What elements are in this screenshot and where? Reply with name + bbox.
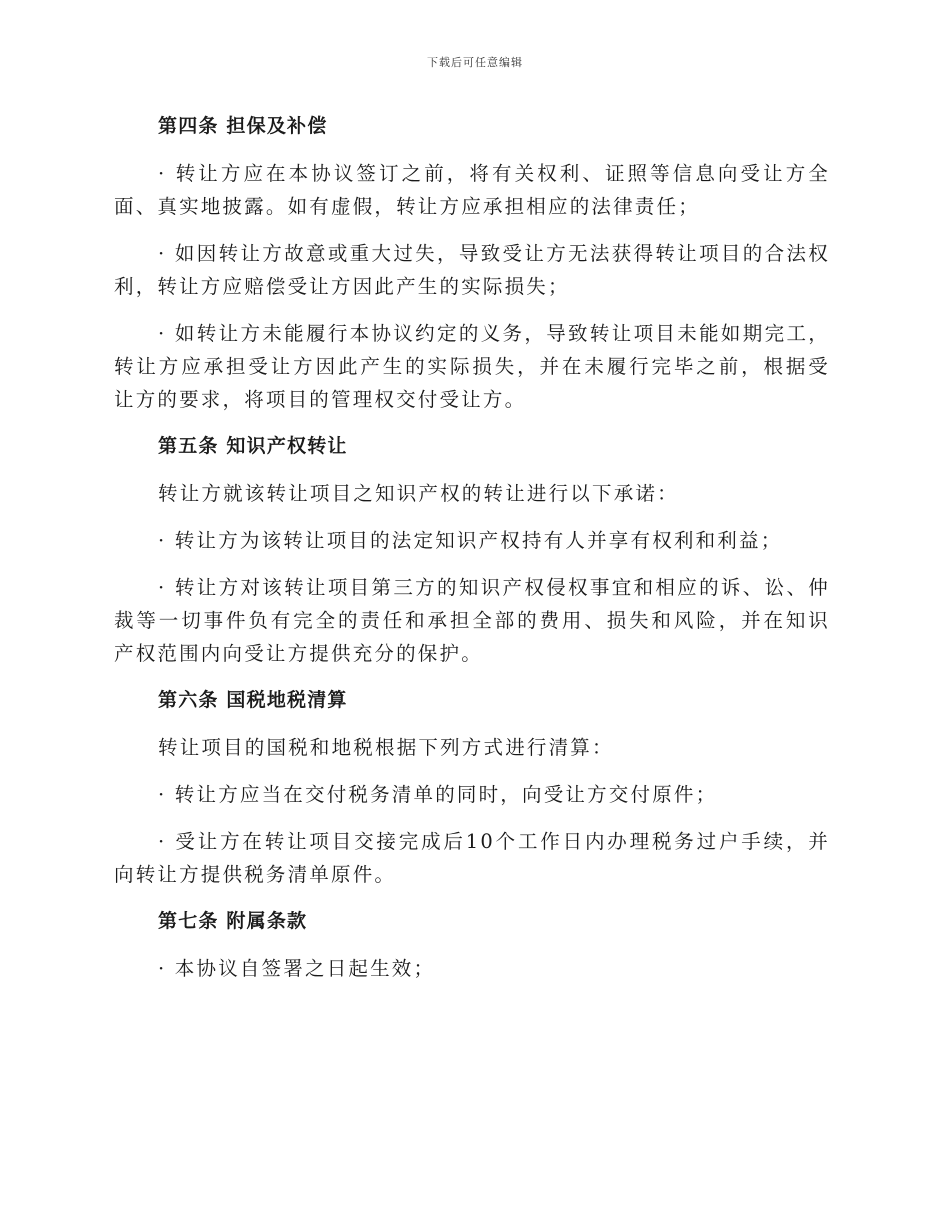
paragraph: · 转让方应在本协议签订之前，将有关权利、证照等信息向受让方全面、真实地披露。如有虚假，转让方应承担相应的法律责任；: [114, 162, 830, 218]
header-note: 下载后可任意编辑: [427, 56, 523, 69]
paragraph: · 转让方对该转让项目第三方的知识产权侵权事宜和相应的诉、讼、仲裁等一切事件负有完全的责任和承担全部的费用、损失和风险，并在知识产权范围内向受让方提供充分的保护。: [114, 576, 830, 665]
section-5: [114, 430, 830, 670]
section-heading: 第五条 知识产权转让: [158, 435, 348, 457]
document-body: [114, 110, 830, 999]
paragraph: · 如转让方未能履行本协议约定的义务，导致转让项目未能如期完工，转让方应承担受让方因此产生的实际损失，并在未履行完毕之前，根据受让方的要求，将项目的管理权交付受让方。: [114, 322, 830, 411]
paragraph: · 本协议自签署之日起生效；: [158, 957, 436, 980]
paragraph: · 转让方应当在交付税务清单的同时，向受让方交付原件；: [158, 783, 718, 806]
paragraph: · 如因转让方故意或重大过失，导致受让方无法获得转让项目的合法权利，转让方应赔偿受让方因此产生的实际损失；: [114, 242, 830, 298]
section-4: [114, 110, 830, 416]
section-heading: 第七条 附属条款: [158, 910, 308, 932]
section-7: [114, 905, 830, 985]
section-6: [114, 684, 830, 891]
paragraph: · 转让方为该转让项目的法定知识产权持有人并享有权利和利益；: [158, 529, 783, 552]
section-heading: 第四条 担保及补偿: [158, 115, 328, 137]
paragraph: 转让项目的国税和地税根据下列方式进行清算：: [158, 736, 614, 759]
paragraph: · 受让方在转让项目交接完成后10个工作日内办理税务过户手续，并向转让方提供税务清单原件。: [114, 830, 830, 886]
paragraph: 转让方就该转让项目之知识产权的转让进行以下承诺：: [158, 482, 679, 505]
section-heading: 第六条 国税地税清算: [158, 689, 348, 711]
